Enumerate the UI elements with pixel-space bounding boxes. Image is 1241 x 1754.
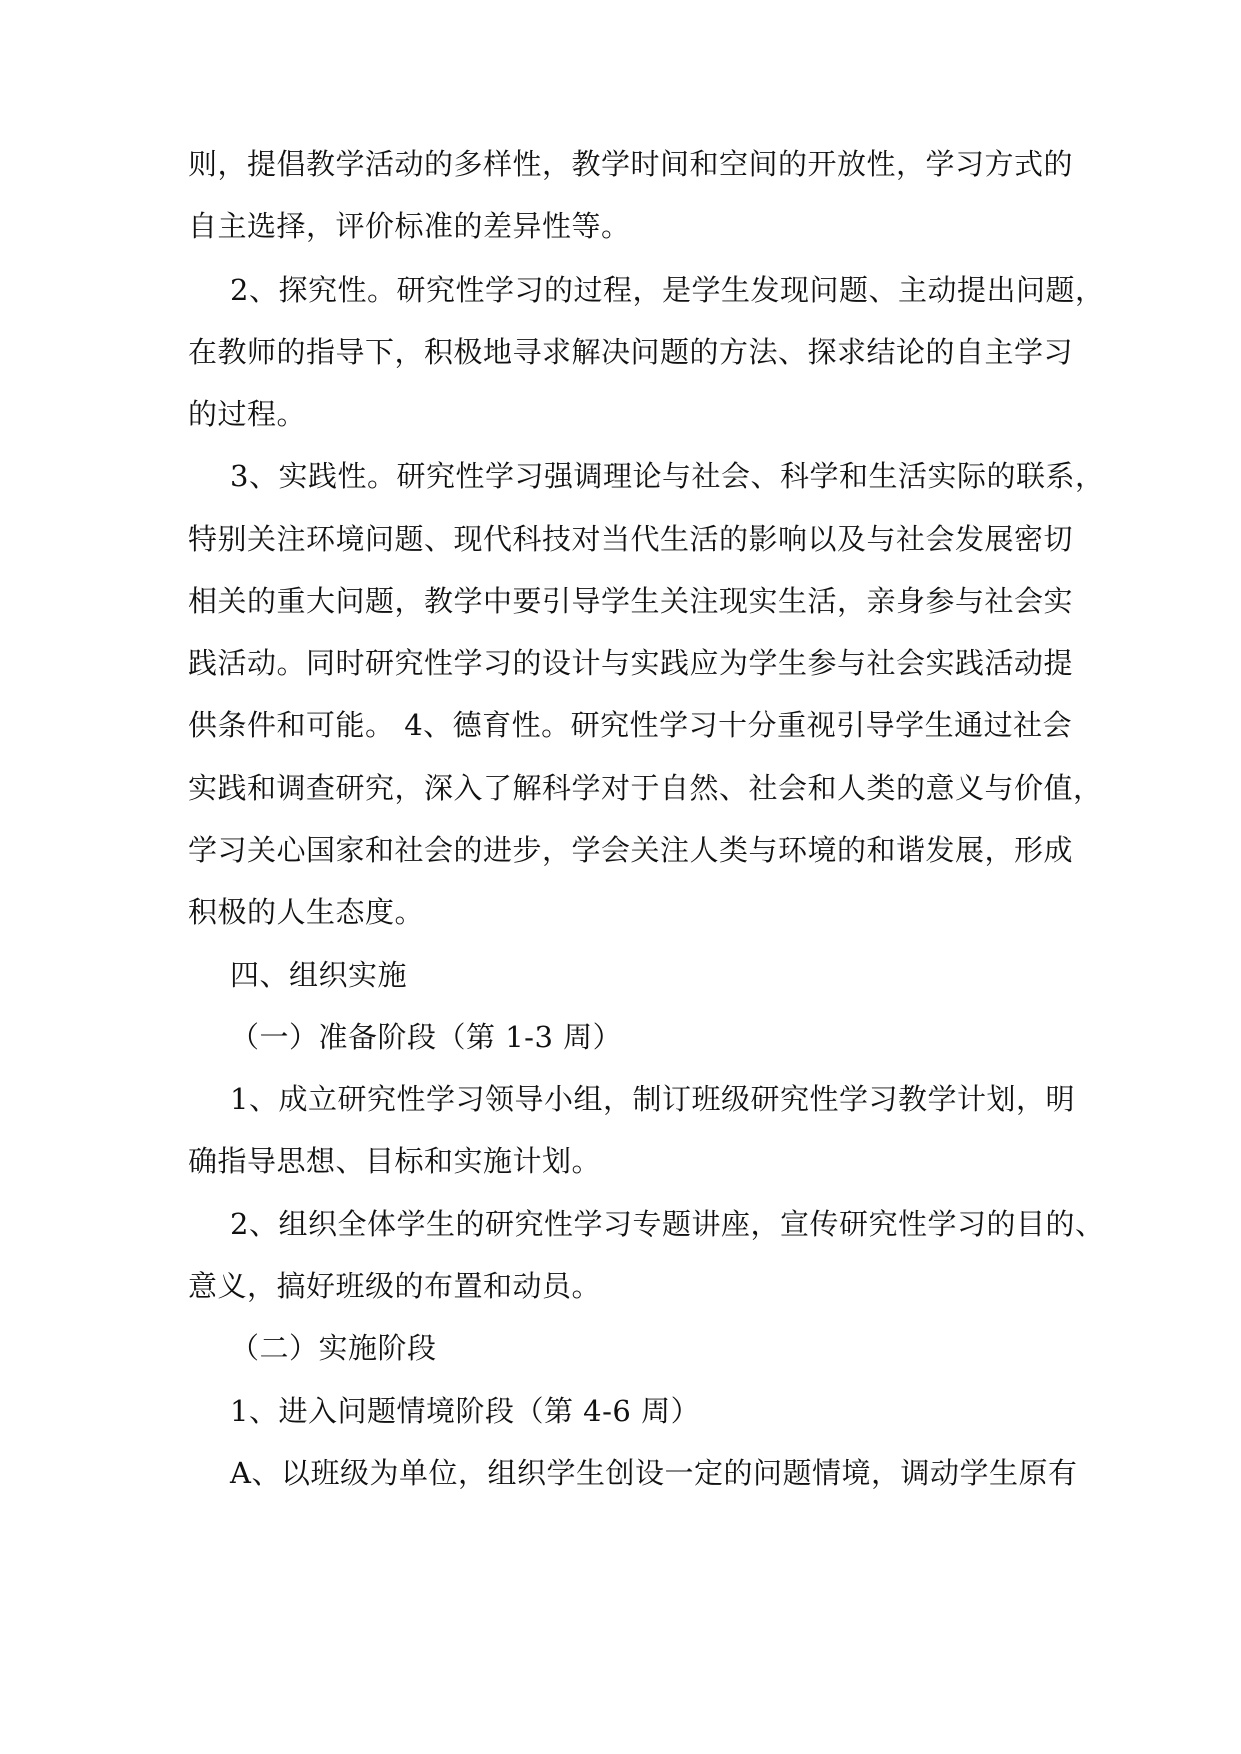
text-line: 供条件和可能。 4、德育性。研究性学习十分重视引导学生通过社会	[188, 708, 1073, 742]
text-line: 学习关心国家和社会的进步，学会关注人类与环境的和谐发展，形成	[188, 833, 1074, 867]
text-line: 实践和调查研究，深入了解科学对于自然、社会和人类的意义与价值，	[188, 771, 1103, 805]
text-line: 相关的重大问题，教学中要引导学生关注现实生活，亲身参与社会实	[188, 584, 1074, 618]
text-line: 2、组织全体学生的研究性学习专题讲座，宣传研究性学习的目的、	[230, 1207, 1105, 1241]
text-line: 自主选择，评价标准的差异性等。	[188, 209, 631, 243]
text-line: 3、实践性。研究性学习强调理论与社会、科学和生活实际的联系，	[230, 459, 1105, 493]
text-line: A、以班级为单位，组织学生创设一定的问题情境，调动学生原有	[230, 1456, 1078, 1490]
text-line: 特别关注环境问题、现代科技对当代生活的影响以及与社会发展密切	[188, 522, 1074, 556]
text-line: 践活动。同时研究性学习的设计与实践应为学生参与社会实践活动提	[188, 646, 1074, 680]
text-line: 2、探究性。研究性学习的过程，是学生发现问题、主动提出问题，	[230, 273, 1105, 307]
text-line: 确指导思想、目标和实施计划。	[188, 1144, 602, 1178]
text-line: 积极的人生态度。	[188, 895, 425, 929]
subsection-heading: （二）实施阶段	[230, 1331, 437, 1365]
text-line: 则，提倡教学活动的多样性，教学时间和空间的开放性，学习方式的	[188, 147, 1074, 181]
text-line: 1、成立研究性学习领导小组，制订班级研究性学习教学计划，明	[230, 1082, 1075, 1116]
text-line: 1、进入问题情境阶段（第 4-6 周）	[230, 1394, 701, 1428]
text-line: 在教师的指导下，积极地寻求解决问题的方法、探求结论的自主学习	[188, 335, 1074, 369]
subsection-heading: （一）准备阶段（第 1-3 周）	[230, 1020, 623, 1054]
text-line: 的过程。	[188, 397, 307, 431]
text-line: 意义，搞好班级的布置和动员。	[188, 1269, 602, 1303]
section-heading: 四、组织实施	[230, 958, 408, 992]
